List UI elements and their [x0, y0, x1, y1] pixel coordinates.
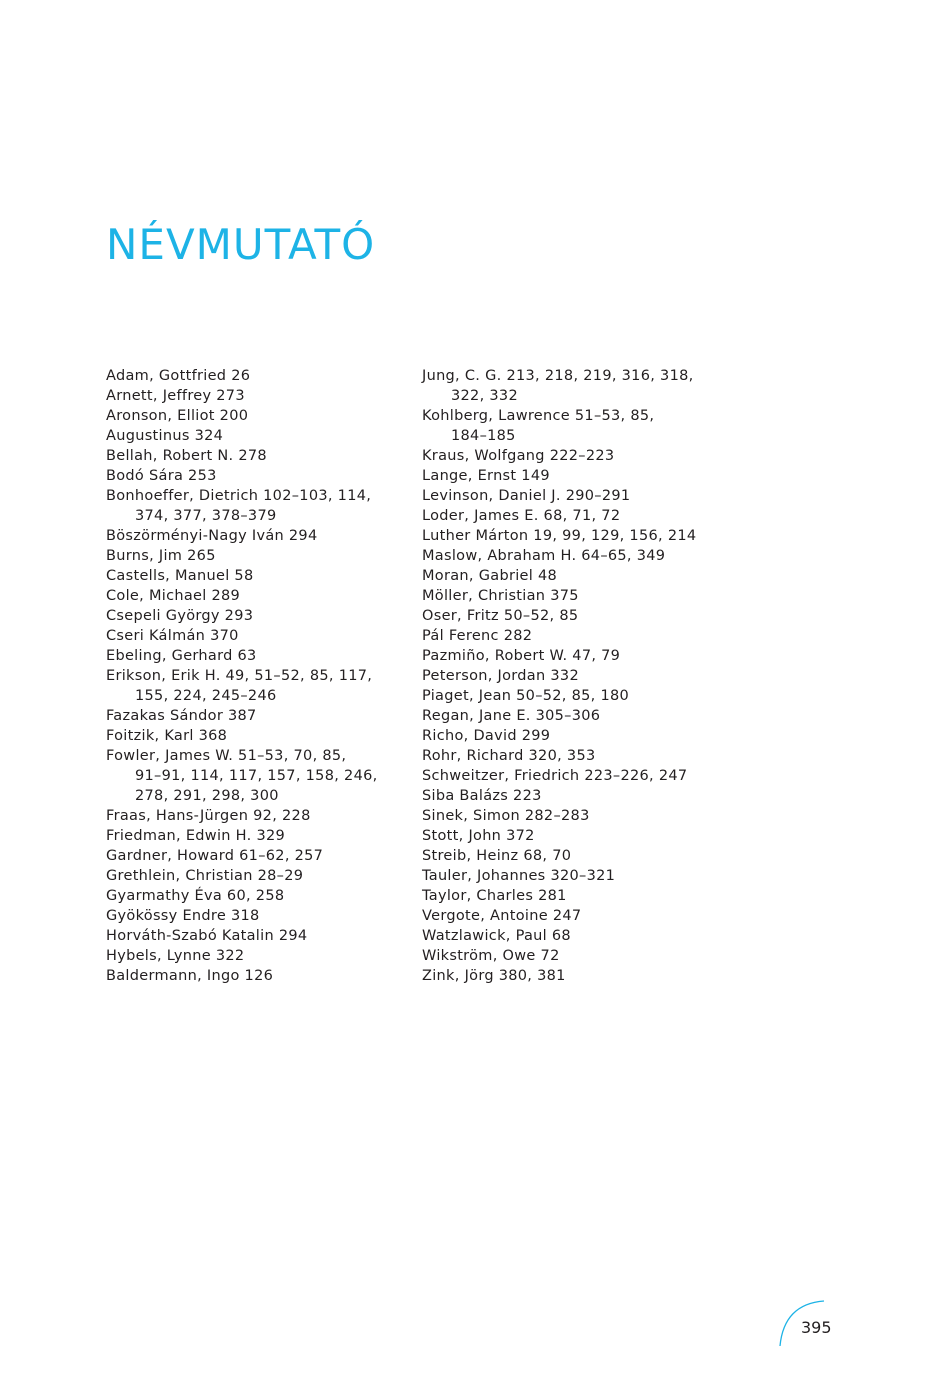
index-entry: [422, 806, 722, 826]
index-entry: [422, 486, 722, 506]
index-entry: [106, 646, 406, 666]
index-entry: [422, 786, 722, 806]
index-entry: [106, 526, 406, 546]
index-entry: [422, 366, 722, 406]
index-entry-text: Hybels, Lynne 322: [106, 948, 245, 964]
index-entry-text: Gyökössy Endre 318: [106, 908, 260, 924]
index-entry: [422, 446, 722, 466]
index-entry-text: Gardner, Howard 61–62, 257: [106, 848, 324, 864]
index-entry: [106, 946, 406, 966]
index-entry: [422, 726, 722, 746]
index-entry-text: Horváth-Szabó Katalin 294: [106, 928, 308, 944]
index-entry-continuation: 374, 377, 378–379: [135, 508, 277, 524]
index-entry-text: Cseri Kálmán 370: [106, 628, 239, 644]
index-entry-text: Peterson, Jordan 332: [422, 668, 579, 684]
index-entry: [422, 466, 722, 486]
index-entry: [422, 826, 722, 846]
index-entry-text: Maslow, Abraham H. 64–65, 349: [422, 548, 666, 564]
index-entry: [422, 746, 722, 766]
index-entry-text: Zink, Jörg 380, 381: [422, 968, 566, 984]
index-entry-text: Bonhoeffer, Dietrich 102–103, 114,: [106, 488, 372, 504]
index-entry-text: Friedman, Edwin H. 329: [106, 828, 286, 844]
index-entry-text: Sinek, Simon 282–283: [422, 808, 590, 824]
index-entry: [106, 706, 406, 726]
index-entry: [422, 566, 722, 586]
index-entry-text: Wikström, Owe 72: [422, 948, 560, 964]
index-entry: [106, 546, 406, 566]
index-entry: [422, 766, 722, 786]
index-entry: [106, 846, 406, 866]
index-entry: [422, 966, 722, 986]
index-entry-text: Grethlein, Christian 28–29: [106, 868, 304, 884]
index-entry: [106, 386, 406, 406]
page-number: 395: [801, 1318, 832, 1337]
index-entry-text: Burns, Jim 265: [106, 548, 216, 564]
index-entry-text: Richo, David 299: [422, 728, 551, 744]
index-entry-text: Oser, Fritz 50–52, 85: [422, 608, 579, 624]
index-entry: [422, 866, 722, 886]
index-entry: [106, 926, 406, 946]
index-entry-text: Cole, Michael 289: [106, 588, 241, 604]
index-entry: [422, 626, 722, 646]
index-entry: [422, 586, 722, 606]
index-entry-text: Levinson, Daniel J. 290–291: [422, 488, 631, 504]
index-entry-text: Böszörményi-Nagy Iván 294: [106, 528, 318, 544]
index-entry: [422, 406, 722, 446]
index-entry-text: Gyarmathy Éva 60, 258: [106, 888, 285, 904]
index-column-left: [106, 366, 406, 986]
index-entry: [106, 666, 406, 706]
index-entry-text: Fowler, James W. 51–53, 70, 85,: [106, 748, 347, 764]
index-entry-text: Erikson, Erik H. 49, 51–52, 85, 117,: [106, 668, 373, 684]
index-entry-text: Luther Márton 19, 99, 129, 156, 214: [422, 528, 697, 544]
index-entry: [106, 606, 406, 626]
index-entry: [106, 366, 406, 386]
index-entry-text: Augustinus 324: [106, 428, 224, 444]
index-entry-text: Stott, John 372: [422, 828, 535, 844]
index-entry-text: Arnett, Jeffrey 273: [106, 388, 245, 404]
index-entry: [106, 866, 406, 886]
page-number-area: [776, 1298, 846, 1348]
index-entry-text: Fraas, Hans-Jürgen 92, 228: [106, 808, 311, 824]
index-entry: [106, 746, 406, 806]
index-entry: [106, 466, 406, 486]
index-entry-text: Piaget, Jean 50–52, 85, 180: [422, 688, 630, 704]
index-entry: [106, 886, 406, 906]
index-entry: [422, 886, 722, 906]
index-entry: [106, 566, 406, 586]
index-entry-text: Vergote, Antoine 247: [422, 908, 582, 924]
index-entry-text: Aronson, Elliot 200: [106, 408, 249, 424]
index-entry: [422, 846, 722, 866]
index-entry-text: Pál Ferenc 282: [422, 628, 533, 644]
index-entry: [422, 906, 722, 926]
index-entry: [106, 486, 406, 526]
index-entry-continuation: 322, 332: [451, 388, 518, 404]
index-entry: [106, 806, 406, 826]
index-entry-text: Jung, C. G. 213, 218, 219, 316, 318,: [422, 368, 694, 384]
index-entry-continuation: 91–91, 114, 117, 157, 158, 246,: [135, 768, 378, 784]
index-entry: [106, 446, 406, 466]
index-entry-text: Möller, Christian 375: [422, 588, 579, 604]
index-entry: [422, 686, 722, 706]
index-entry-text: Ebeling, Gerhard 63: [106, 648, 257, 664]
index-entry-text: Taylor, Charles 281: [422, 888, 567, 904]
index-entry-text: Fazakas Sándor 387: [106, 708, 257, 724]
index-entry: [422, 506, 722, 526]
index-entry: [422, 546, 722, 566]
index-entry: [422, 666, 722, 686]
index-entry: [106, 966, 406, 986]
index-entry-text: Foitzik, Karl 368: [106, 728, 228, 744]
index-entry: [106, 406, 406, 426]
index-entry-text: Watzlawick, Paul 68: [422, 928, 571, 944]
index-entry-text: Kraus, Wolfgang 222–223: [422, 448, 615, 464]
index-entry: [106, 586, 406, 606]
index-entry-text: Moran, Gabriel 48: [422, 568, 558, 584]
index-entry-text: Adam, Gottfried 26: [106, 368, 251, 384]
index-entry: [422, 526, 722, 546]
index-entry-text: Bodó Sára 253: [106, 468, 217, 484]
index-entry-text: Tauler, Johannes 320–321: [422, 868, 616, 884]
index-column-right: [422, 366, 722, 986]
index-entry-continuation: 155, 224, 245–246: [135, 688, 277, 704]
index-entry-continuation: 184–185: [451, 428, 516, 444]
index-entry-text: Kohlberg, Lawrence 51–53, 85,: [422, 408, 655, 424]
index-entry: [422, 706, 722, 726]
index-entry: [106, 726, 406, 746]
index-entry: [106, 826, 406, 846]
index-entry: [106, 906, 406, 926]
index-entry-text: Castells, Manuel 58: [106, 568, 254, 584]
index-entry-text: Csepeli György 293: [106, 608, 254, 624]
index-entry-text: Pazmiño, Robert W. 47, 79: [422, 648, 621, 664]
index-entry-text: Lange, Ernst 149: [422, 468, 550, 484]
index-entry: [422, 946, 722, 966]
index-entry-text: Regan, Jane E. 305–306: [422, 708, 601, 724]
index-entry-text: Baldermann, Ingo 126: [106, 968, 274, 984]
index-entry: [422, 606, 722, 626]
index-entry: [106, 626, 406, 646]
page-title: NÉVMUTATÓ: [106, 220, 376, 269]
index-entry: [106, 426, 406, 446]
index-entry-text: Siba Balázs 223: [422, 788, 542, 804]
index-entry-text: Rohr, Richard 320, 353: [422, 748, 596, 764]
index-entry-text: Schweitzer, Friedrich 223–226, 247: [422, 768, 688, 784]
index-entry-text: Bellah, Robert N. 278: [106, 448, 267, 464]
index-entry-text: Streib, Heinz 68, 70: [422, 848, 572, 864]
index-entry-text: Loder, James E. 68, 71, 72: [422, 508, 621, 524]
index-entry: [422, 926, 722, 946]
index-entry: [422, 646, 722, 666]
index-entry-continuation: 278, 291, 298, 300: [135, 788, 279, 804]
